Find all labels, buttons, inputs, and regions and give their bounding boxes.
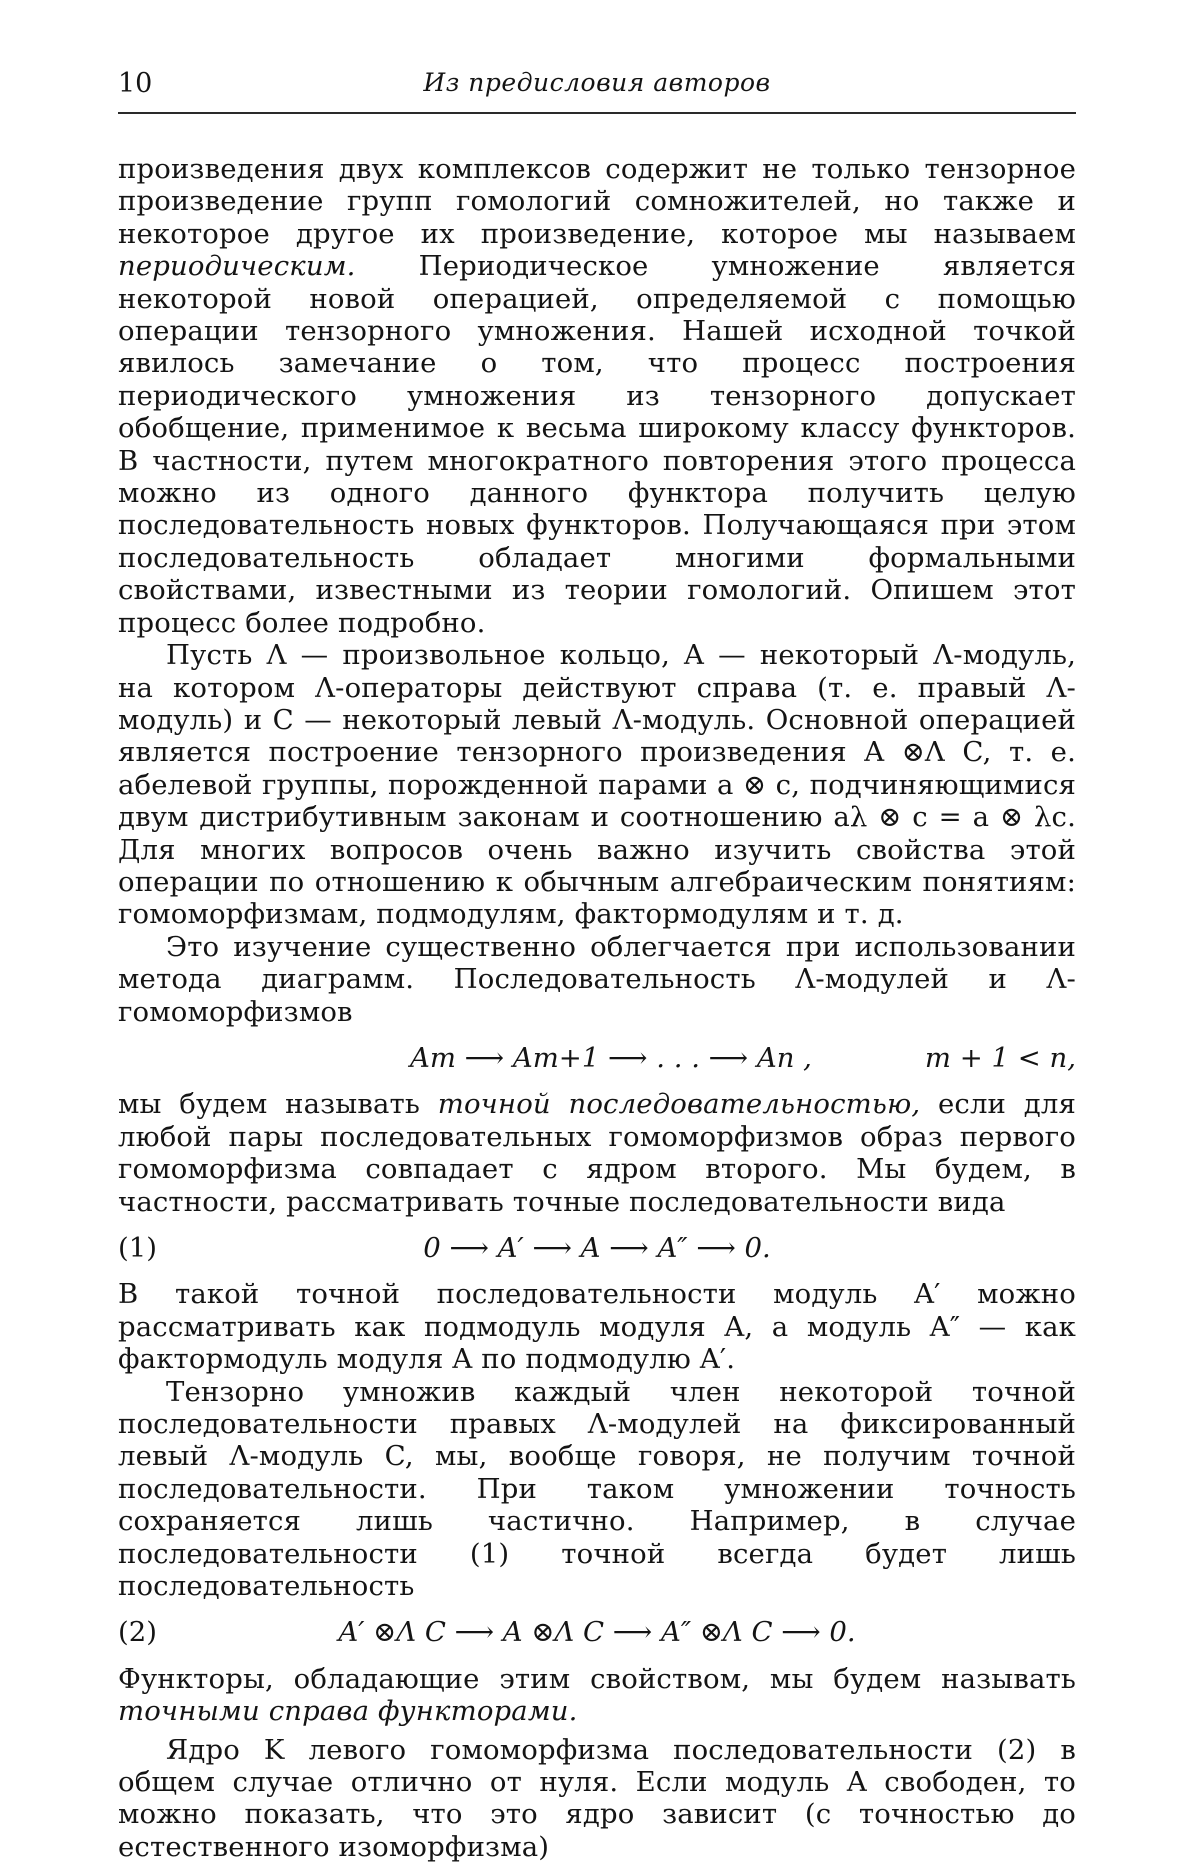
formula-2: [118, 1616, 1076, 1648]
paragraph-7: Функторы, обладающие этим свойством, мы будем называть точными справа функторами.: [118, 1663, 1076, 1728]
paragraph-6: Тензорно умножив каждый член некоторой точной последовательности правых Λ-модулей на фиксированный левый Λ-модуль C, мы, вообще говоря, не получим точной последовательности. При таком умножении точность сохраняется лишь частично. Например, в случае последовательности (1) точной всегда будет лишь последовательность: [118, 1376, 1076, 1603]
term-right-exact-functors: точными справа функторами.: [118, 1695, 578, 1727]
term-exact-sequence: точной последовательностью,: [438, 1088, 921, 1120]
running-title: Из предисловия авторов: [118, 68, 1076, 97]
formula-2-number: (2): [118, 1616, 157, 1648]
formula-sequence-condition: m + 1 < n,: [925, 1042, 1076, 1074]
header-rule: [118, 112, 1076, 114]
formula-2-expression: A′ ⊗Λ C ⟶ A ⊗Λ C ⟶ A″ ⊗Λ C ⟶ 0.: [118, 1616, 1076, 1648]
book-page: [0, 0, 1200, 1793]
term-periodic: периодическим.: [118, 250, 356, 282]
paragraph-2: Пусть Λ — произвольное кольцо, A — некоторый Λ-модуль, на котором Λ-операторы действуют справа (т. е. правый Λ-модуль) и C — некоторый левый Λ-модуль. Основной операцией является построение тензорного произведения A ⊗Λ C, т. е. абелевой группы, порожденной парами a ⊗ c, подчиняющимися двум дистрибутивным законам и соотношению aλ ⊗ c = a ⊗ λc. Для многих вопросов очень важно изучить свойства этой операции по отношению к обычным алгебраическим понятиям: гомоморфизмам, подмодулям, фактормодулям и т. д.: [118, 639, 1076, 931]
formula-1-number: (1): [118, 1232, 157, 1264]
formula-1: [118, 1232, 1076, 1264]
formula-sequence-expression: Am ⟶ Am+1 ⟶ . . . ⟶ An ,: [410, 1042, 812, 1074]
page-header: [118, 68, 1076, 108]
formula-1-expression: 0 ⟶ A′ ⟶ A ⟶ A″ ⟶ 0.: [118, 1232, 1076, 1264]
paragraph-3: Это изучение существенно облегчается при использовании метода диаграмм. Последовательность Λ-модулей и Λ-гомоморфизмов: [118, 931, 1076, 1028]
formula-sequence: [118, 1042, 1076, 1074]
paragraph-4: мы будем называть точной последовательностью, если для любой пары последовательных гомоморфизмов образ первого гомоморфизма совпадает с ядром второго. Мы будем, в частности, рассматривать точные последовательности вида: [118, 1088, 1076, 1218]
paragraph-1: произведения двух комплексов содержит не только тензорное произведение групп гомологий сомножителей, но также и некоторое другое их произведение, которое мы называем периодическим. Периодическое умножение является некоторой новой операцией, определяемой с помощью операции тензорного умножения. Нашей исходной точкой явилось замечание о том, что процесс построения периодического умножения из тензорного допускает обобщение, применимое к весьма широкому классу функторов. В частности, путем многократного повторения этого процесса можно из одного данного функтора получить целую последовательность новых функторов. Получающаяся при этом последовательность обладает многими формальными свойствами, известными из теории гомологий. Опишем этот процесс более подробно.: [118, 153, 1076, 639]
paragraph-5: В такой точной последовательности модуль A′ можно рассматривать как подмодуль модуля A, а модуль A″ — как фактормодуль модуля A по подмодулю A′.: [118, 1278, 1076, 1375]
paragraph-8: Ядро K левого гомоморфизма последовательности (2) в общем случае отлично от нуля. Если модуль A свободен, то можно показать, что это ядро зависит (с точностью до естественного изоморфизма): [118, 1734, 1076, 1863]
page-body: [118, 153, 1076, 1863]
page-number: 10: [118, 68, 152, 99]
